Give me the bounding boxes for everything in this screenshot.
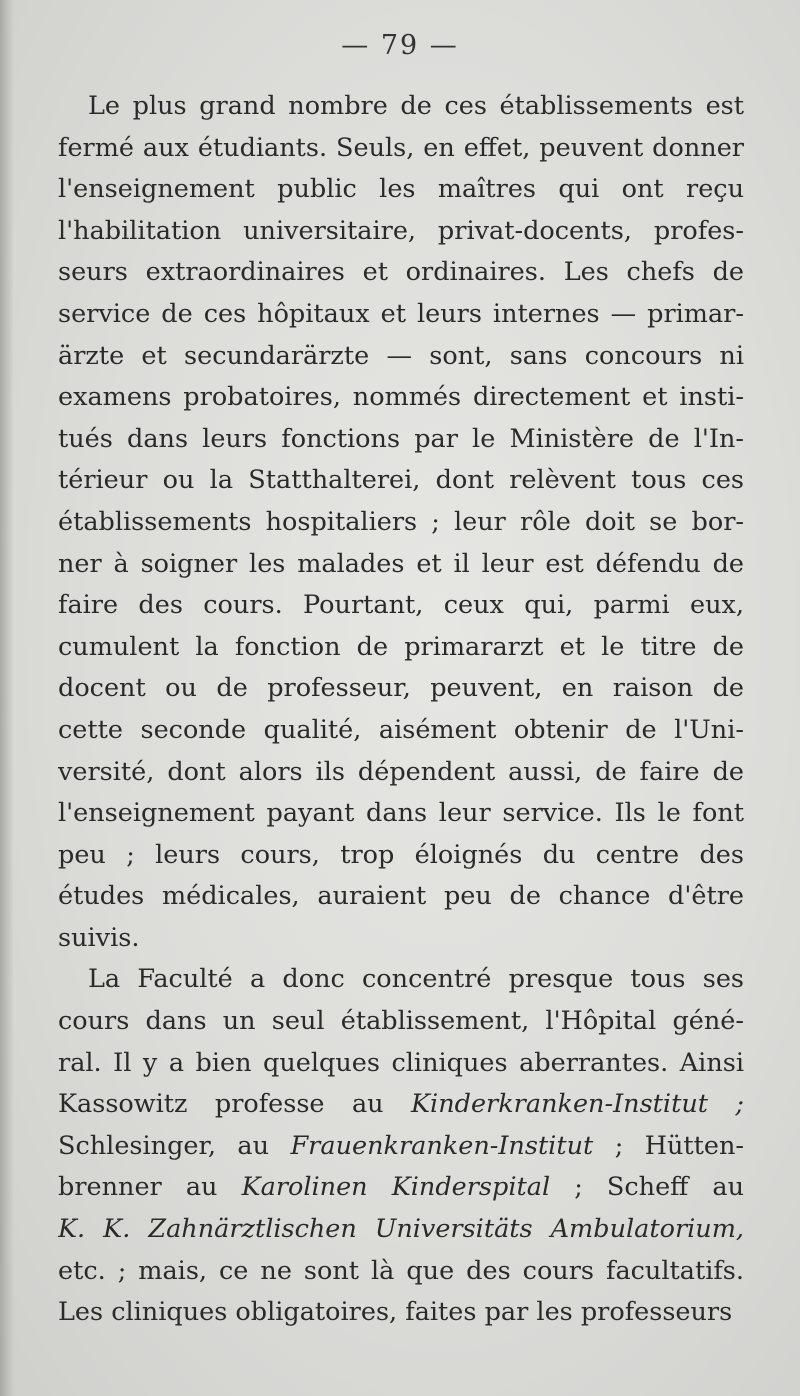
text-segment: service de ces hôpitaux et leurs internes — primar- — [58, 298, 744, 329]
text-line — [58, 1292, 744, 1334]
text-line — [58, 1001, 744, 1043]
text-segment: docent ou de professeur, peuvent, en raison de — [58, 673, 744, 704]
text-line — [58, 585, 744, 627]
text-line — [58, 710, 744, 752]
text-segment: ; Scheff au — [550, 1172, 744, 1203]
text-segment: suivis. — [58, 922, 140, 953]
text-line — [58, 294, 744, 336]
paragraph — [58, 86, 744, 959]
page-edge-shadow — [0, 0, 14, 1396]
text-segment: versité, dont alors ils dépendent aussi, de faire de — [58, 756, 744, 787]
text-line — [58, 1084, 744, 1126]
text-segment: ner à soigner les malades et il leur est défendu de — [58, 548, 744, 579]
text-segment: l'enseignement payant dans leur service. Ils le font — [58, 798, 744, 829]
text-segment: l'enseignement public les maîtres qui ont reçu — [58, 174, 744, 205]
text-line — [58, 460, 744, 502]
text-line — [58, 627, 744, 669]
text-line — [58, 1126, 744, 1168]
paragraph — [58, 959, 744, 1333]
text-line — [58, 419, 744, 461]
italic-text-segment: Karolinen Kinderspital — [241, 1172, 551, 1203]
text-segment: térieur ou la Statthalterei, dont relèvent tous ces — [58, 465, 744, 496]
text-line — [58, 835, 744, 877]
text-segment: Les cliniques obligatoires, faites par les professeurs — [58, 1297, 733, 1328]
text-segment: Le plus grand nombre de ces établissements est — [88, 91, 744, 121]
text-segment: établissements hospitaliers ; leur rôle doit se bor- — [58, 506, 744, 537]
text-segment: cours dans un seul établissement, l'Hôpital géné- — [58, 1006, 744, 1037]
text-segment: ral. Il y a bien quelques cliniques aberrantes. Ainsi — [58, 1047, 744, 1078]
text-line — [58, 336, 744, 378]
text-segment: etc. ; mais, ce ne sont là que des cours facultatifs. — [58, 1255, 744, 1286]
text-line — [58, 377, 744, 419]
text-segment: cette seconde qualité, aisément obtenir de l'Uni- — [58, 714, 744, 745]
text-line — [58, 1167, 744, 1209]
text-segment: cumulent la fonction de primararzt et le titre de — [58, 631, 744, 662]
text-segment: tués dans leurs fonctions par le Ministère de l'In- — [58, 423, 744, 454]
text-segment: ; Hütten- — [593, 1130, 744, 1161]
text-line — [58, 169, 744, 211]
text-line — [58, 918, 744, 960]
body-text — [58, 86, 744, 1334]
text-line — [58, 128, 744, 170]
page-number: — 79 — — [341, 30, 459, 61]
text-segment: Schlesinger, au — [58, 1130, 291, 1161]
text-line — [58, 1209, 744, 1251]
text-line — [58, 1251, 744, 1293]
text-segment: études médicales, auraient peu de chance d'être — [58, 881, 744, 912]
text-segment: l'habilitation universitaire, privat-docents, profes- — [58, 215, 744, 246]
text-segment: peu ; leurs cours, trop éloignés du centre des — [58, 839, 744, 870]
italic-text-segment: Kinderkranken-Institut ; — [411, 1089, 744, 1120]
text-line — [58, 86, 744, 128]
text-line — [58, 1043, 744, 1085]
text-segment: seurs extraordinaires et ordinaires. Les chefs de — [58, 257, 744, 288]
text-line — [58, 544, 744, 586]
text-segment: Kassowitz professe au — [58, 1089, 411, 1120]
italic-text-segment: Frauenkranken-Institut — [290, 1130, 594, 1161]
text-line — [58, 211, 744, 253]
text-segment: fermé aux étudiants. Seuls, en effet, peuvent donner — [58, 132, 744, 163]
text-segment: faire des cours. Pourtant, ceux qui, parmi eux, — [58, 590, 744, 621]
text-segment: ärzte et secundarärzte — sont, sans concours ni — [58, 340, 744, 371]
text-segment: brenner au — [58, 1172, 242, 1203]
text-line — [58, 876, 744, 918]
text-segment: examens probatoires, nommés directement et insti- — [58, 382, 744, 413]
text-line — [58, 502, 744, 544]
text-line — [58, 668, 744, 710]
text-line — [58, 793, 744, 835]
text-segment: La Faculté a donc concentré presque tous ses — [88, 964, 744, 995]
text-line — [58, 752, 744, 794]
text-line — [58, 959, 744, 1001]
italic-text-segment: K. K. Zahnärztlischen Universitäts Ambulatorium, — [58, 1214, 744, 1245]
text-line — [58, 252, 744, 294]
